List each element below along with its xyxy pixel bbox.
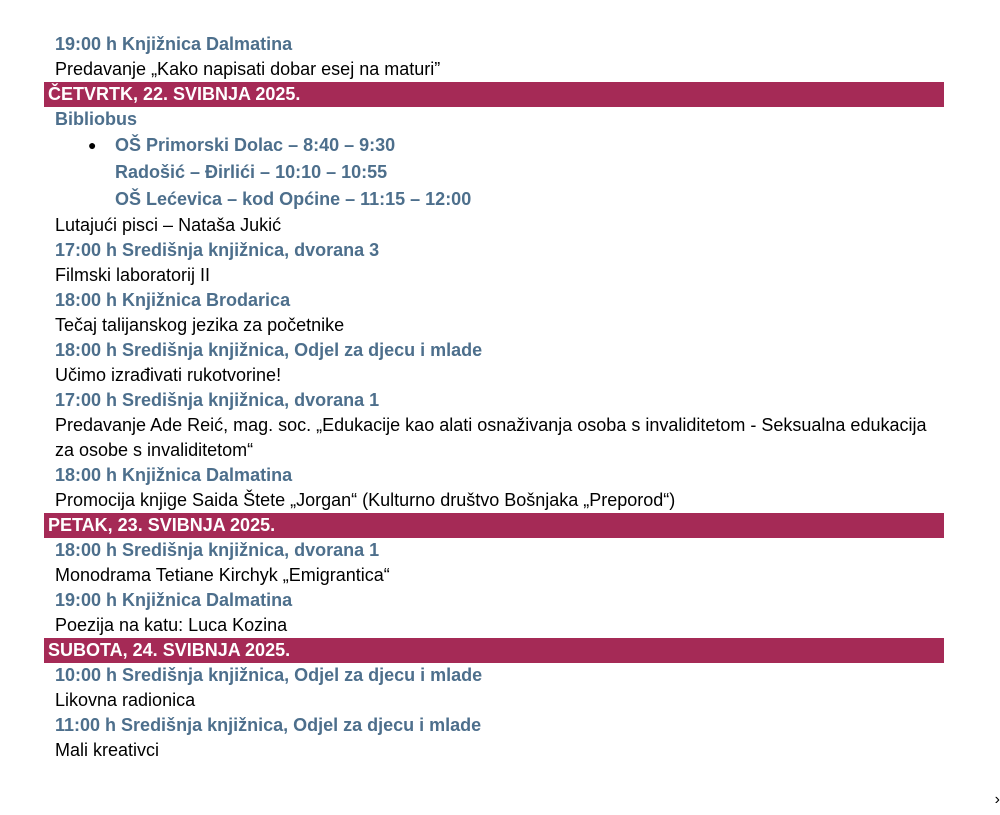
event-schedule [44, 32, 944, 763]
event-venue: 18:00 h Knjižnica Brodarica [55, 290, 291, 310]
bibliobus-stop [115, 159, 944, 186]
bibliobus-stop-text: OŠ Primorski Dolac – 8:40 – 9:30 [115, 135, 396, 155]
bibliobus-label: Bibliobus [55, 109, 137, 129]
bibliobus-stop [115, 186, 944, 213]
bibliobus-stop-text: Radošić – Đirlići – 10:10 – 10:55 [115, 162, 388, 182]
event-title: Promocija knjige Saida Štete „Jorgan“ (Kulturno društvo Bošnjaka „Preporod“) [55, 490, 676, 510]
event-venue: 10:00 h Središnja knjižnica, Odjel za djecu i mlade [55, 665, 483, 685]
event-title: Predavanje „Kako napisati dobar esej na maturi” [55, 59, 441, 79]
event-title: Učimo izrađivati rukotvorine! [55, 365, 282, 385]
bibliobus-stop [88, 132, 944, 159]
bibliobus-stop-text: OŠ Lećevica – kod Općine – 11:15 – 12:00 [115, 189, 472, 209]
event-title: Likovna radionica [55, 690, 196, 710]
bibliobus-note: Lutajući pisci – Nataša Jukić [55, 215, 282, 235]
event-title: Filmski laboratorij II [55, 265, 211, 285]
event-title: Monodrama Tetiane Kirchyk „Emigrantica“ [55, 565, 390, 585]
event-venue: 18:00 h Knjižnica Dalmatina [55, 465, 293, 485]
event-venue: 11:00 h Središnja knjižnica, Odjel za djecu i mlade [55, 715, 482, 735]
event-title: Predavanje Ade Reić, mag. soc. „Edukacije kao alati osnaživanja osoba s invaliditetom - Seksualna edukacija za osobe s invaliditetom“ [55, 415, 927, 460]
page-corner-mark: › [994, 791, 1000, 808]
day-heading-saturday: SUBOTA, 24. SVIBNJA 2025. [44, 638, 944, 663]
bullet-icon: ● [88, 137, 97, 153]
day-heading-thursday: ČETVRTK, 22. SVIBNJA 2025. [44, 82, 944, 107]
day-heading-friday: PETAK, 23. SVIBNJA 2025. [44, 513, 944, 538]
event-venue: 17:00 h Središnja knjižnica, dvorana 1 [55, 390, 380, 410]
event-venue: 19:00 h Knjižnica Dalmatina [55, 34, 293, 54]
event-venue: 19:00 h Knjižnica Dalmatina [55, 590, 293, 610]
event-venue: 17:00 h Središnja knjižnica, dvorana 3 [55, 240, 380, 260]
event-title: Mali kreativci [55, 740, 160, 760]
event-title: Tečaj talijanskog jezika za početnike [55, 315, 345, 335]
bibliobus-stop-list [44, 132, 944, 213]
event-venue: 18:00 h Središnja knjižnica, dvorana 1 [55, 540, 380, 560]
event-venue: 18:00 h Središnja knjižnica, Odjel za djecu i mlade [55, 340, 483, 360]
event-title: Poezija na katu: Luca Kozina [55, 615, 288, 635]
